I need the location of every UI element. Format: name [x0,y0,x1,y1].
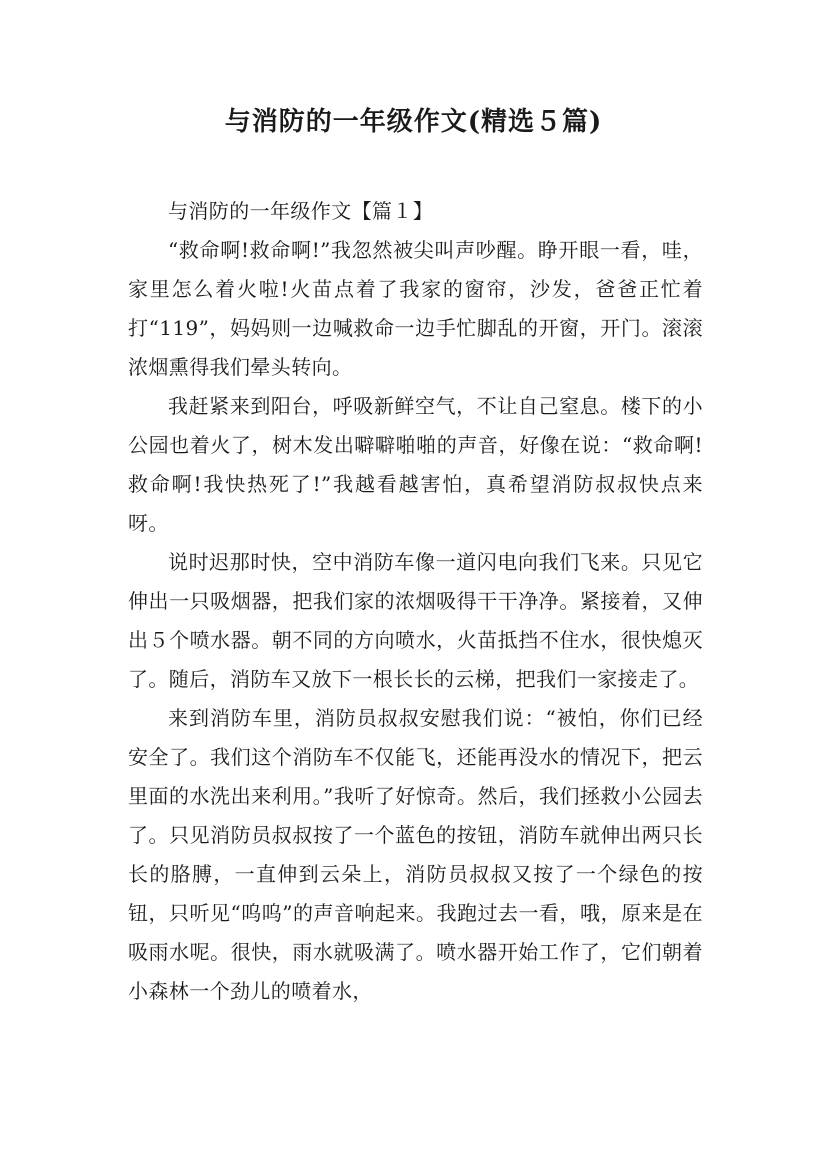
paragraph: 我赶紧来到阳台，呼吸新鲜空气，不让自己窒息。楼下的小公园也着火了，树木发出噼噼啪啪的声音，好像在说：“救命啊!救命啊!我快热死了!”我越看越害怕，真希望消防叔叔快点来呀。 [128,394,703,535]
paragraph: 说时迟那时快，空中消防车像一道闪电向我们飞来。只见它伸出一只吸烟器，把我们家的浓烟吸得干干净净。紧接着，又伸出５个喷水器。朝不同的方向喷水，火苗抵挡不住水，很快熄灭了。随后，消防车又放下一根长长的云梯，把我们一家接走了。 [128,550,703,691]
document-body [128,192,703,1011]
document-title: 与消防的一年级作文(精选５篇) [224,107,603,137]
paragraph: “救命啊!救命啊!”我忽然被尖叫声吵醒。睁开眼一看，哇，家里怎么着火啦!火苗点着了我家的窗帘，沙发，爸爸正忙着打“119”，妈妈则一边喊救命一边手忙脚乱的开窗，开门。滚滚浓烟熏得我们晕头转向。 [128,238,703,379]
section-heading: 与消防的一年级作文【篇１】 [168,199,434,223]
paragraph: 来到消防车里，消防员叔叔安慰我们说：“被怕，你们已经安全了。我们这个消防车不仅能飞，还能再没水的情况下，把云里面的水洗出来利用。”我听了好惊奇。然后，我们拯救小公园去了。只见消防员叔叔按了一个蓝色的按钮，消防车就伸出两只长长的胳膊，一直伸到云朵上，消防员叔叔又按了一个绿色的按钮，只听见“呜呜”的声音响起来。我跑过去一看，哦，原来是在吸雨水呢。很快，雨水就吸满了。喷水器开始工作了，它们朝着小森林一个劲儿的喷着水， [128,706,703,1003]
